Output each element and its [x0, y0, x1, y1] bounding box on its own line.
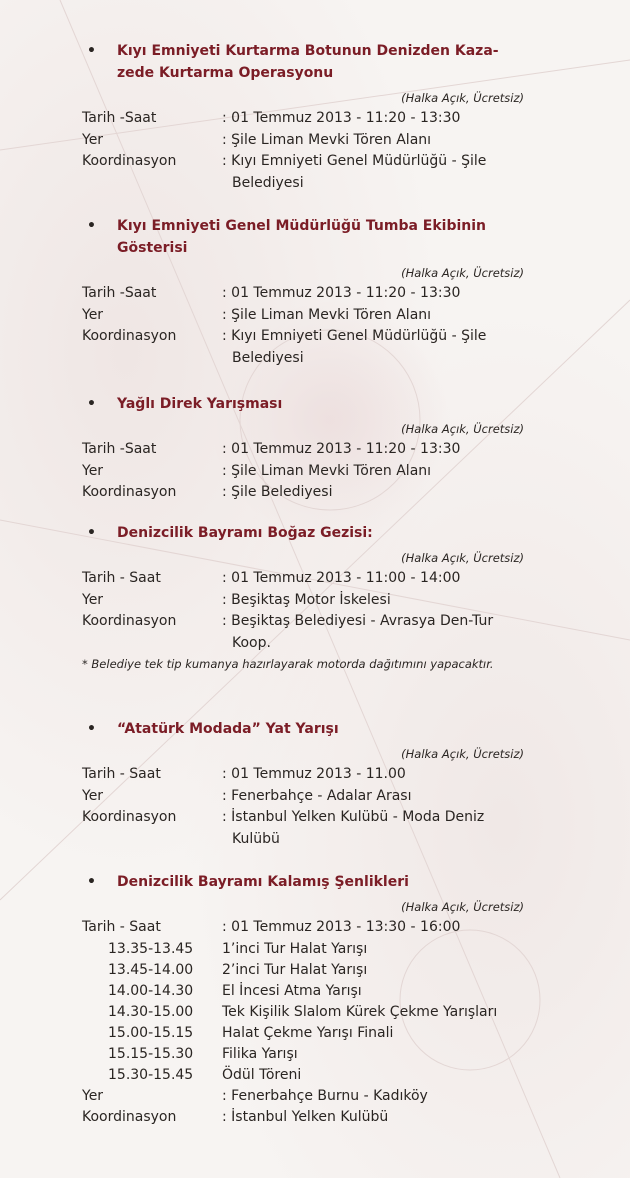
row-label: Koordinasyon: [82, 809, 177, 825]
schedule-time: 15.15-15.30: [108, 1045, 194, 1062]
admission-note: (Halka Açık, Ücretsiz): [401, 900, 524, 914]
detail-row: [82, 568, 524, 590]
title-text: Yağlı Direk Yarışması: [117, 396, 283, 412]
row-value: : 01 Temmuz 2013 - 13:30 - 16:00: [222, 919, 461, 935]
schedule-event: Ödül Töreni: [222, 1066, 302, 1083]
admission-note: (Halka Açık, Ücretsiz): [401, 91, 524, 105]
row-label: Koordinasyon: [82, 484, 177, 500]
row-value: : İstanbul Yelken Kulübü: [222, 1109, 389, 1125]
row-label: Koordinasyon: [82, 1109, 177, 1125]
schedule-item: [82, 960, 524, 981]
event-title: [82, 215, 524, 259]
row-value: : İstanbul Yelken Kulübü - Moda Deniz Kulübü: [222, 809, 485, 847]
schedule-event: Halat Çekme Yarışı Finali: [222, 1024, 394, 1041]
bullet: •: [87, 874, 96, 890]
detail-row: [82, 461, 524, 483]
row-label: Yer: [82, 306, 104, 323]
schedule-time: 15.00-15.15: [108, 1024, 194, 1041]
bullet: •: [87, 525, 96, 541]
title-text: Denizcilik Bayramı Kalamış Şenlikleri: [117, 874, 409, 890]
event-section: [82, 393, 524, 504]
schedule-time: 13.35-13.45: [108, 940, 194, 957]
schedule-item: [82, 981, 524, 1002]
bullet: •: [87, 721, 96, 737]
event-title: [82, 871, 524, 893]
event-title: [82, 718, 524, 740]
detail-row: [82, 807, 524, 850]
detail-row: [82, 130, 524, 152]
event-section: [82, 522, 524, 674]
row-label: Tarih -Saat: [82, 441, 157, 457]
admission-note: (Halka Açık, Ücretsiz): [401, 266, 524, 280]
title-text: Denizcilik Bayramı Boğaz Gezisi:: [117, 525, 373, 541]
row-value: : Kıyı Emniyeti Genel Müdürlüğü - Şile Belediyesi: [222, 328, 487, 366]
schedule-event: Tek Kişilik Slalom Kürek Çekme Yarışları: [222, 1003, 498, 1020]
event-section: [82, 40, 524, 194]
row-value: : Beşiktaş Motor İskelesi: [222, 591, 391, 608]
row-label: Yer: [82, 591, 104, 608]
detail-row: [82, 1086, 524, 1108]
admission-note: (Halka Açık, Ücretsiz): [401, 747, 524, 761]
row-value: : Şile Liman Mevki Tören Alanı: [222, 306, 432, 323]
row-label: Tarih - Saat: [82, 766, 161, 782]
schedule-event: El İncesi Atma Yarışı: [222, 982, 362, 999]
event-title: [82, 393, 524, 415]
detail-row: [82, 611, 524, 654]
schedule-time: 14.30-15.00: [108, 1003, 194, 1020]
row-value: : Fenerbahçe - Adalar Arası: [222, 787, 412, 804]
event-section: [82, 215, 524, 369]
event-section: [82, 871, 524, 1129]
row-label: Tarih -Saat: [82, 110, 157, 126]
schedule-event: 2’inci Tur Halat Yarışı: [222, 961, 368, 978]
detail-row: [82, 151, 524, 194]
detail-row: [82, 1107, 524, 1129]
row-label: Yer: [82, 1087, 104, 1104]
detail-row: [82, 326, 524, 369]
row-value: : 01 Temmuz 2013 - 11:00 - 14:00: [222, 570, 461, 586]
row-label: Yer: [82, 462, 104, 479]
admission-note: (Halka Açık, Ücretsiz): [401, 422, 524, 436]
row-value: : Beşiktaş Belediyesi - Avrasya Den-Tur Koop.: [222, 613, 494, 651]
detail-row: [82, 439, 524, 461]
detail-row: [82, 108, 524, 130]
row-value: : 01 Temmuz 2013 - 11:20 - 13:30: [222, 441, 461, 457]
event-title: [82, 522, 524, 544]
row-label: Tarih - Saat: [82, 919, 161, 935]
detail-row: [82, 482, 524, 504]
schedule-item: [82, 1065, 524, 1086]
row-label: Koordinasyon: [82, 153, 177, 169]
schedule-item: [82, 939, 524, 960]
detail-row: [82, 305, 524, 327]
row-value: : 01 Temmuz 2013 - 11.00: [222, 766, 406, 782]
schedule-time: 14.00-14.30: [108, 982, 194, 999]
bullet: •: [87, 218, 96, 234]
schedule-item: [82, 1023, 524, 1044]
schedule-time: 13.45-14.00: [108, 961, 194, 978]
row-label: Tarih - Saat: [82, 570, 161, 586]
row-value: : 01 Temmuz 2013 - 11:20 - 13:30: [222, 110, 461, 126]
title-text: Kıyı Emniyeti Kurtarma Botunun Denizden Kaza-zede Kurtarma Operasyonu: [117, 43, 499, 81]
detail-row: [82, 283, 524, 305]
detail-row: [82, 786, 524, 808]
detail-row: [82, 590, 524, 612]
row-label: Yer: [82, 131, 104, 148]
event-section: [82, 718, 524, 850]
row-label: Yer: [82, 787, 104, 804]
admission-note: (Halka Açık, Ücretsiz): [401, 551, 524, 565]
row-value: : Fenerbahçe Burnu - Kadıköy: [222, 1087, 428, 1104]
detail-row: [82, 917, 524, 939]
row-label: Koordinasyon: [82, 328, 177, 344]
title-text: Kıyı Emniyeti Genel Müdürlüğü Tumba Ekibinin Gösterisi: [117, 218, 487, 256]
row-value: : Kıyı Emniyeti Genel Müdürlüğü - Şile Belediyesi: [222, 153, 487, 191]
row-value: : Şile Liman Mevki Tören Alanı: [222, 462, 432, 479]
title-text: “Atatürk Modada” Yat Yarışı: [117, 721, 339, 737]
schedule-event: Filika Yarışı: [222, 1045, 298, 1062]
row-value: : Şile Liman Mevki Tören Alanı: [222, 131, 432, 148]
bullet: •: [87, 43, 96, 59]
schedule-item: [82, 1044, 524, 1065]
row-label: Koordinasyon: [82, 613, 177, 629]
row-value: : 01 Temmuz 2013 - 11:20 - 13:30: [222, 285, 461, 301]
schedule-time: 15.30-15.45: [108, 1066, 194, 1083]
row-value: : Şile Belediyesi: [222, 484, 333, 500]
row-label: Tarih -Saat: [82, 285, 157, 301]
schedule-event: 1’inci Tur Halat Yarışı: [222, 940, 368, 957]
event-title: [82, 40, 524, 84]
footnote: * Belediye tek tip kumanya hazırlayarak motorda dağıtımını yapacaktır.: [82, 657, 494, 671]
detail-row: [82, 764, 524, 786]
schedule-item: [82, 1002, 524, 1023]
bullet: •: [87, 396, 96, 412]
